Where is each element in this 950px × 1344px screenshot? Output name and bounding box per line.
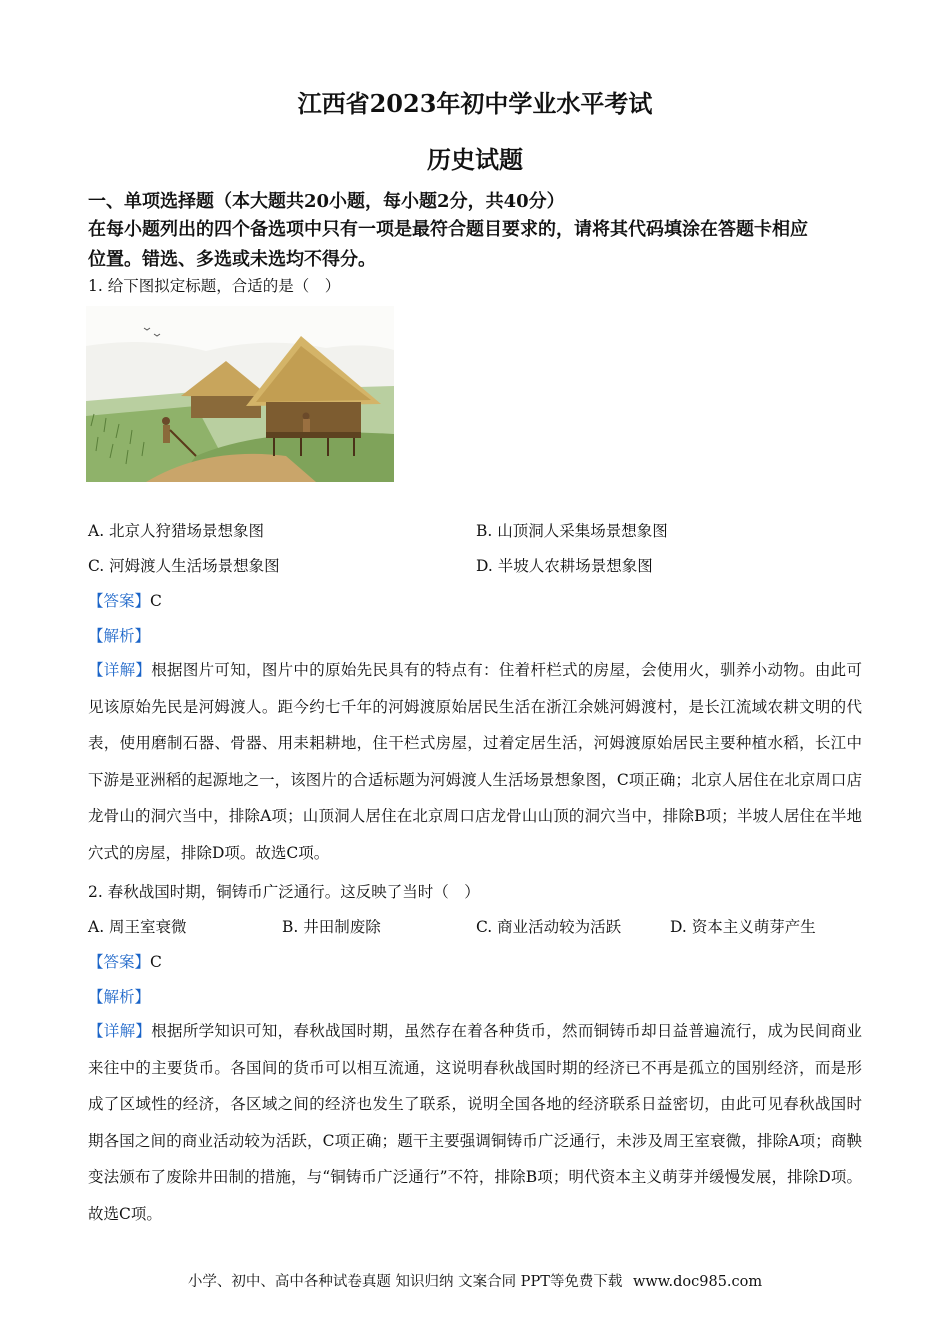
q2-option-a: A. 周王室衰微	[88, 918, 187, 936]
answer-tag: 【答案】	[88, 953, 151, 971]
q2-option-c: C. 商业活动较为活跃	[476, 918, 622, 936]
exam-title: 江西省2023年初中学业水平考试	[297, 89, 653, 118]
answer-tag: 【答案】	[88, 592, 151, 610]
exam-subtitle: 历史试题	[427, 145, 523, 174]
q1-detail	[88, 652, 862, 872]
q2-answer	[88, 950, 162, 972]
section-instruction-line1: 在每小题列出的四个备选项中只有一项是最符合题目要求的，请将其代码填涂在答题卡相应	[88, 219, 808, 240]
q1-analysis-tag: 【解析】	[88, 627, 151, 645]
section-instruction-line2: 位置。错选、多选或未选均不得分。	[88, 249, 376, 270]
q1-stem: 1. 给下图拟定标题，合适的是（ ）	[88, 277, 341, 295]
q1-option-c: C. 河姆渡人生活场景想象图	[88, 557, 280, 575]
detail-tag: 【详解】	[88, 1022, 152, 1040]
hemudu-scene-illustration	[86, 306, 394, 482]
detail-text: 根据图片可知，图片中的原始先民具有的特点有：住着杆栏式的房屋，会使用火，驯养小动物。由此可见该原始先民是河姆渡人。距今约七千年的河姆渡原始居民生活在浙江余姚河姆渡村，是长江流域农耕文明的代表，使用磨制石器、骨器、用耒耜耕地，住干栏式房屋，过着定居生活，河姆渡原始居民主要种植水稻，长江中下游是亚洲稻的起源地之一，该图片的合适标题为河姆渡人生活场景想象图，C项正确；北京人居住在北京周口店龙骨山的洞穴当中，排除A项；山顶洞人居住在北京周口店龙骨山山顶的洞穴当中，排除B项；半坡人居住在半地穴式的房屋，排除D项。故选C项。	[88, 661, 862, 862]
q2-option-b: B. 井田制废除	[282, 918, 381, 936]
footer-url[interactable]: www.doc985.com	[632, 1274, 763, 1290]
q1-option-a: A. 北京人狩猎场景想象图	[88, 522, 265, 540]
detail-text: 根据所学知识可知，春秋战国时期，虽然存在着各种货币，然而铜铸币却日益普遍流行，成为民间商业来往中的主要货币。各国间的货币可以相互流通，这说明春秋战国时期的经济已不再是孤立的国别经济，而是形成了区域性的经济，各区域之间的经济也发生了联系，说明全国各地的经济联系日益密切，由此可见春秋战国时期各国之间的商业活动较为活跃，C项正确；题干主要强调铜铸币广泛通行，未涉及周王室衰微，排除A项；商鞅变法颁布了废除井田制的措施，与“铜铸币广泛通行”不符，排除B项；明代资本主义萌芽并缓慢发展，排除D项。故选C项。	[88, 1022, 862, 1223]
q2-option-d: D. 资本主义萌芽产生	[670, 918, 816, 936]
q1-option-d: D. 半坡人农耕场景想象图	[476, 557, 653, 575]
q1-option-b: B. 山顶洞人采集场景想象图	[476, 522, 668, 540]
section-heading: 一、单项选择题（本大题共20小题，每小题2分，共40分）	[88, 191, 565, 212]
detail-tag: 【详解】	[88, 661, 152, 679]
answer-value: C	[150, 592, 162, 610]
q2-stem: 2. 春秋战国时期，铜铸币广泛通行。这反映了当时（ ）	[88, 883, 480, 901]
q2-analysis-tag: 【解析】	[88, 988, 151, 1006]
answer-value: C	[150, 953, 162, 971]
q1-answer	[88, 589, 162, 611]
footer-text: 小学、初中、高中各种试卷真题 知识归纳 文案合同 PPT等免费下载	[187, 1274, 623, 1290]
q2-detail	[88, 1013, 862, 1233]
page-footer	[0, 1270, 950, 1291]
